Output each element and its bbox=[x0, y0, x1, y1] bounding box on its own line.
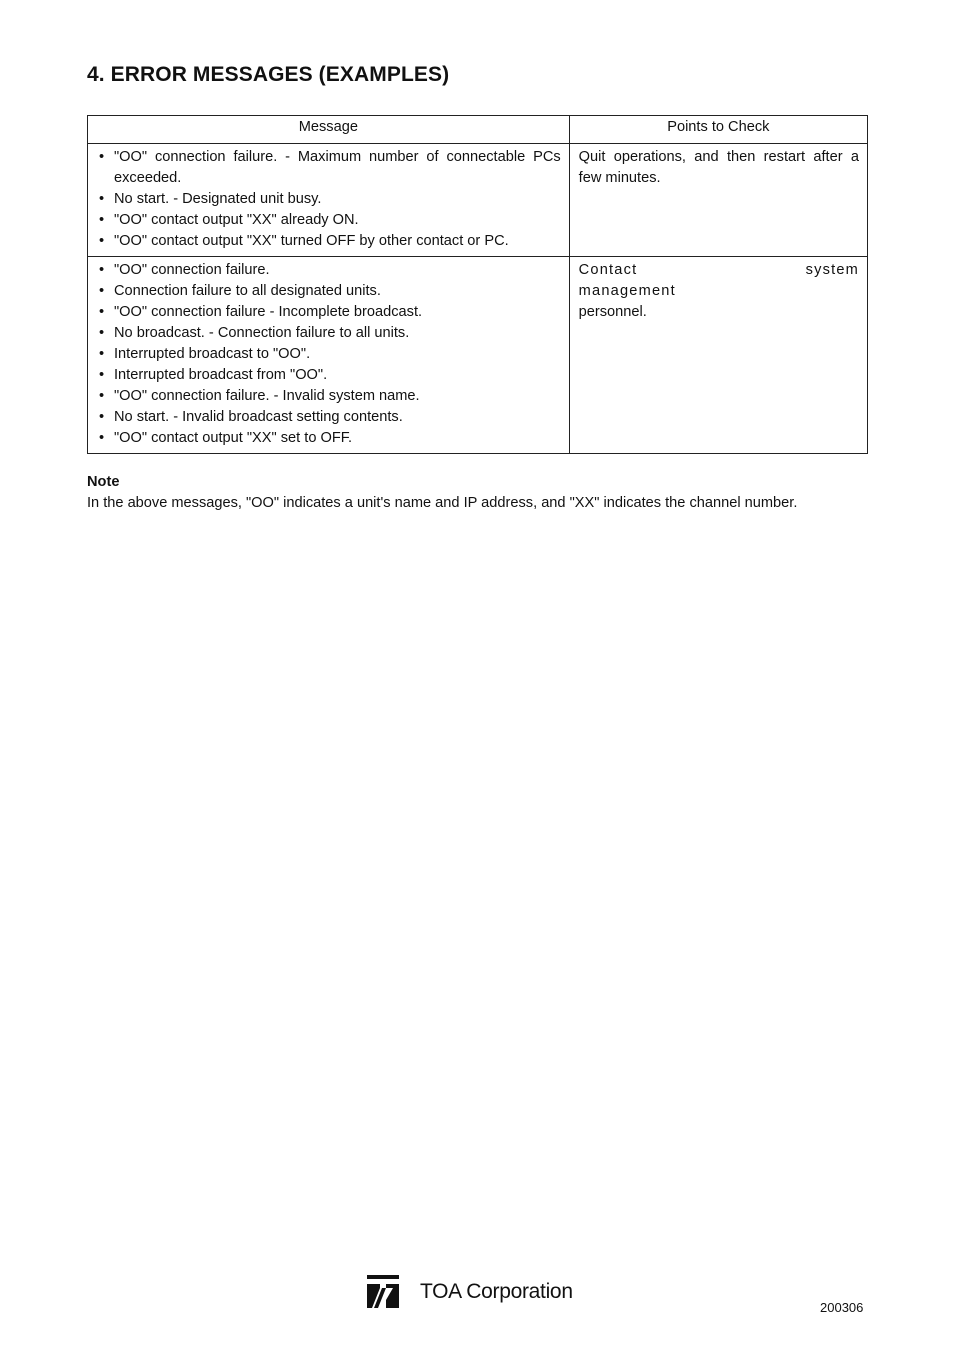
message-list bbox=[97, 147, 561, 252]
document-code: 200306 bbox=[820, 1300, 864, 1315]
list-item: • Interrupted broadcast from "OO". bbox=[97, 365, 561, 386]
table-row bbox=[88, 144, 868, 257]
list-item: • No start. - Designated unit busy. bbox=[97, 189, 561, 210]
list-item: • No start. - Invalid broadcast setting contents. bbox=[97, 407, 561, 428]
message-cell bbox=[88, 144, 570, 257]
header-message: Message bbox=[88, 116, 570, 144]
table-row bbox=[88, 257, 868, 454]
list-item: • "OO" contact output "XX" turned OFF by other contact or PC. bbox=[97, 231, 561, 252]
list-item: • "OO" contact output "XX" set to OFF. bbox=[97, 428, 561, 449]
list-item: • "OO" connection failure. bbox=[97, 260, 561, 281]
page-title: 4. ERROR MESSAGES (EXAMPLES) bbox=[87, 63, 450, 86]
company-logo bbox=[366, 1274, 573, 1310]
list-item: • No broadcast. - Connection failure to all units. bbox=[97, 323, 561, 344]
error-messages-table bbox=[87, 115, 868, 454]
check-text: Quit operations, and then restart after a few minutes. bbox=[578, 149, 859, 186]
toa-logo-icon bbox=[366, 1274, 400, 1310]
list-item: • "OO" connection failure. - Invalid system name. bbox=[97, 386, 561, 407]
table-header-row bbox=[88, 116, 868, 144]
check-text-continued: personnel. bbox=[578, 304, 647, 320]
note-heading: Note bbox=[87, 474, 120, 490]
company-name: TOA Corporation bbox=[420, 1280, 573, 1303]
check-text: Contact system management bbox=[578, 262, 859, 299]
message-cell bbox=[88, 257, 570, 454]
message-list bbox=[97, 260, 561, 449]
check-cell bbox=[569, 257, 867, 454]
list-item: • "OO" contact output "XX" already ON. bbox=[97, 210, 561, 231]
header-points-to-check: Points to Check bbox=[569, 116, 867, 144]
list-item: • "OO" connection failure. - Maximum number of connectable PCs exceeded. bbox=[97, 147, 561, 189]
note-text: In the above messages, "OO" indicates a unit's name and IP address, and "XX" indicates the channel number. bbox=[87, 495, 798, 511]
list-item: • Connection failure to all designated units. bbox=[97, 281, 561, 302]
list-item: • Interrupted broadcast to "OO". bbox=[97, 344, 561, 365]
list-item: • "OO" connection failure - Incomplete broadcast. bbox=[97, 302, 561, 323]
check-cell bbox=[569, 144, 867, 257]
